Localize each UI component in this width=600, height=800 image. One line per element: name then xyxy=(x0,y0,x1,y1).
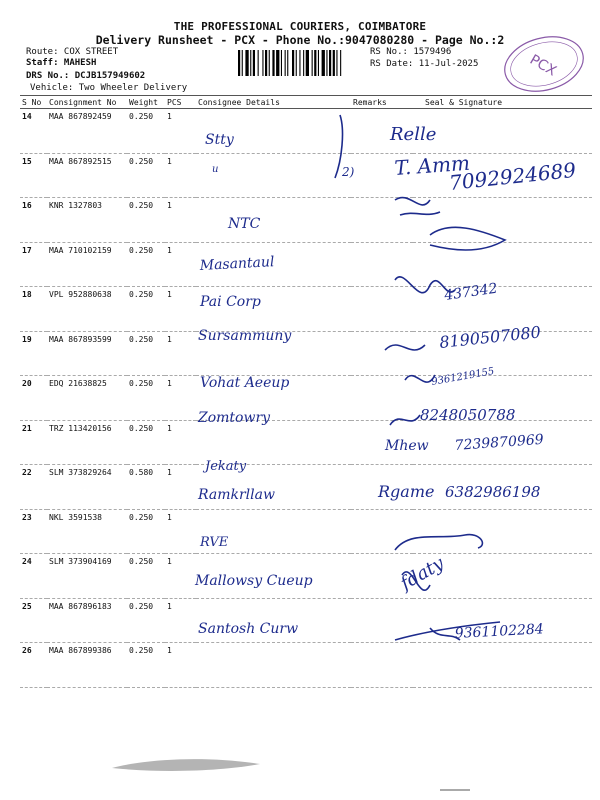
consignment-cell: MAA 710102159 xyxy=(47,242,127,287)
phone-handwriting: 8248050788 xyxy=(420,406,516,424)
barcode-bar-0 xyxy=(238,50,240,76)
sno-cell: 21 xyxy=(20,420,47,465)
signature-handwriting: fdaty xyxy=(397,552,448,595)
consignment-cell: VPL 952880638 xyxy=(47,287,127,332)
consignee-cell xyxy=(196,420,351,465)
signature-cell xyxy=(413,109,592,154)
weight-cell: 0.250 xyxy=(127,109,165,154)
phone-handwriting: 7239870969 xyxy=(454,431,545,454)
barcode-bar-13 xyxy=(287,50,288,76)
col-remarks-header: Remarks xyxy=(351,96,413,109)
consignee-handwriting: Santosh Curw xyxy=(198,621,299,637)
remarks-cell xyxy=(351,420,413,465)
signature-cell xyxy=(413,242,592,287)
barcode-bar-26 xyxy=(336,50,337,76)
remarks-cell xyxy=(351,242,413,287)
pcs-cell: 1 xyxy=(165,109,196,154)
weight-cell: 0.250 xyxy=(127,153,165,198)
barcode-bar-18 xyxy=(306,50,309,76)
table-row xyxy=(20,643,592,688)
table-row xyxy=(20,331,592,376)
barcode-bar-7 xyxy=(265,50,267,76)
signature-cell xyxy=(413,598,592,643)
col-pcs-header: PCS xyxy=(165,96,196,109)
barcode-bar-8 xyxy=(269,50,270,76)
weight-cell: 0.250 xyxy=(127,509,165,554)
consignment-cell: MAA 867896183 xyxy=(47,598,127,643)
sno-cell: 26 xyxy=(20,643,47,688)
runsheet-table xyxy=(20,95,592,688)
barcode-bar-15 xyxy=(296,50,297,76)
remarks-cell xyxy=(351,331,413,376)
sno-cell: 18 xyxy=(20,287,47,332)
consignee-cell xyxy=(196,598,351,643)
signature-cell xyxy=(413,153,592,198)
phone-handwriting: 9361219155 xyxy=(430,366,496,388)
signature-cell xyxy=(413,554,592,599)
phone-handwriting: 8190507080 xyxy=(438,322,542,352)
consignee-cell xyxy=(196,109,351,154)
col-signature-header: Seal & Signature xyxy=(413,96,592,109)
sno-cell: 19 xyxy=(20,331,47,376)
table-row xyxy=(20,509,592,554)
sno-cell: 15 xyxy=(20,153,47,198)
remarks-cell xyxy=(351,376,413,421)
consignment-cell: EDQ 21638825 xyxy=(47,376,127,421)
signature-handwriting: Mhew xyxy=(385,438,429,454)
consignee-handwriting: NTC xyxy=(228,216,261,232)
table-row xyxy=(20,420,592,465)
runsheet-subtitle: Delivery Runsheet - PCX - Phone No.:9047080280 - Page No.:2 xyxy=(95,33,505,47)
pcs-cell: 1 xyxy=(165,643,196,688)
barcode-bar-22 xyxy=(322,50,325,76)
pcs-cell: 1 xyxy=(165,331,196,376)
consignee-handwriting: Sursammuny xyxy=(198,328,292,344)
phone-handwriting: 437342 xyxy=(443,280,499,304)
pcs-cell: 1 xyxy=(165,153,196,198)
consignee-handwriting: Jekaty xyxy=(205,459,247,474)
consignee-cell xyxy=(196,509,351,554)
phone-handwriting: 6382986198 xyxy=(445,483,541,501)
col-sno-header: S No xyxy=(20,96,47,109)
sno-cell: 14 xyxy=(20,109,47,154)
sno-cell: 16 xyxy=(20,198,47,243)
consignment-cell: MAA 867893599 xyxy=(47,331,127,376)
consignee-cell xyxy=(196,376,351,421)
route-label: Route: COX STREET xyxy=(26,47,119,57)
weight-cell: 0.250 xyxy=(127,598,165,643)
barcode-bar-25 xyxy=(333,50,335,76)
weight-cell: 0.250 xyxy=(127,554,165,599)
consignee-handwriting: Pai Corp xyxy=(200,294,261,310)
stamp-text: PCX xyxy=(526,51,559,80)
pcs-cell: 1 xyxy=(165,598,196,643)
table-header-row xyxy=(20,96,592,109)
table-row xyxy=(20,376,592,421)
consignee-handwriting: RVE xyxy=(200,535,229,550)
barcode-bar-6 xyxy=(262,50,263,76)
consignment-cell: TRZ 113420156 xyxy=(47,420,127,465)
consignee-cell xyxy=(196,242,351,287)
phone-handwriting: 7092924689 xyxy=(448,157,578,195)
consignee-handwriting: Stty xyxy=(205,132,234,148)
pcs-cell: 1 xyxy=(165,198,196,243)
remarks-cell xyxy=(351,465,413,510)
table-row xyxy=(20,242,592,287)
table-row xyxy=(20,554,592,599)
pcs-cell: 1 xyxy=(165,287,196,332)
pcx-stamp xyxy=(500,34,590,94)
signature-handwriting: Relle xyxy=(390,124,437,145)
drs-number: DRS No.: DCJB157949602 xyxy=(26,71,146,81)
remarks-cell xyxy=(351,598,413,643)
sno-cell: 22 xyxy=(20,465,47,510)
consignee-handwriting: Masantaul xyxy=(199,254,275,274)
consignee-handwriting: u xyxy=(212,164,219,175)
weight-cell: 0.250 xyxy=(127,331,165,376)
remarks-cell xyxy=(351,109,413,154)
consignment-cell: MAA 867892459 xyxy=(47,109,127,154)
signature-cell xyxy=(413,465,592,510)
barcode-bar-5 xyxy=(258,50,259,76)
col-consignment-header: Consignment No xyxy=(47,96,127,109)
signature-cell xyxy=(413,376,592,421)
pcs-cell: 1 xyxy=(165,465,196,510)
table-row xyxy=(20,198,592,243)
barcode-bar-23 xyxy=(326,50,327,76)
barcode-bar-19 xyxy=(312,50,313,76)
remarks-cell xyxy=(351,509,413,554)
ink-smudge xyxy=(112,759,260,771)
sno-cell: 17 xyxy=(20,242,47,287)
remarks-mark: 2) xyxy=(342,165,355,179)
table-row xyxy=(20,109,592,154)
weight-cell: 0.250 xyxy=(127,242,165,287)
weight-cell: 0.250 xyxy=(127,643,165,688)
barcode-bar-4 xyxy=(253,50,255,76)
remarks-cell xyxy=(351,153,413,198)
consignee-cell xyxy=(196,198,351,243)
table-row xyxy=(20,287,592,332)
sno-cell: 23 xyxy=(20,509,47,554)
signature-cell xyxy=(413,643,592,688)
pcs-cell: 1 xyxy=(165,554,196,599)
consignment-cell: KNR 1327803 xyxy=(47,198,127,243)
consignment-cell: NKL 3591538 xyxy=(47,509,127,554)
barcode-bar-11 xyxy=(281,50,282,76)
remarks-cell xyxy=(351,198,413,243)
staff-label: Staff: MAHESH xyxy=(26,58,97,68)
signature-cell xyxy=(413,287,592,332)
weight-cell: 0.250 xyxy=(127,287,165,332)
signature-handwriting: T. Amm xyxy=(393,150,471,180)
weight-cell: 0.250 xyxy=(127,198,165,243)
pcs-cell: 1 xyxy=(165,509,196,554)
signature-cell xyxy=(413,420,592,465)
weight-cell: 0.580 xyxy=(127,465,165,510)
barcode-bar-9 xyxy=(272,50,274,76)
signature-cell xyxy=(413,198,592,243)
consignee-handwriting: Vohat Aeeup xyxy=(200,375,290,391)
consignee-cell xyxy=(196,465,351,510)
barcode-bar-16 xyxy=(299,50,300,76)
signature-cell xyxy=(413,331,592,376)
consignee-cell xyxy=(196,643,351,688)
remarks-cell xyxy=(351,554,413,599)
consignee-handwriting: Zomtowry xyxy=(198,410,271,426)
barcode-bar-17 xyxy=(303,50,304,76)
sno-cell: 24 xyxy=(20,554,47,599)
sno-cell: 20 xyxy=(20,376,47,421)
barcode-bar-12 xyxy=(285,50,286,76)
barcode-bar-2 xyxy=(245,50,248,76)
consignee-handwriting: Mallowsy Cueup xyxy=(195,573,313,589)
barcode-bar-10 xyxy=(276,50,279,76)
consignee-cell xyxy=(196,153,351,198)
col-weight-header: Weight xyxy=(127,96,165,109)
consignee-handwriting: Ramkrllaw xyxy=(198,487,275,503)
sno-cell: 25 xyxy=(20,598,47,643)
barcode-bar-20 xyxy=(314,50,316,76)
barcode-bar-27 xyxy=(340,50,341,76)
barcode-bar-14 xyxy=(292,50,294,76)
consignment-cell: SLM 373829264 xyxy=(47,465,127,510)
consignee-cell xyxy=(196,331,351,376)
consignee-cell xyxy=(196,287,351,332)
consignment-cell: MAA 867892515 xyxy=(47,153,127,198)
barcode-bar-1 xyxy=(242,50,243,76)
table-row xyxy=(20,598,592,643)
table-row xyxy=(20,153,592,198)
consignment-cell: MAA 867899386 xyxy=(47,643,127,688)
rs-date: RS Date: 11-Jul-2025 xyxy=(370,59,479,69)
barcode-bar-21 xyxy=(318,50,319,76)
company-title: THE PROFESSIONAL COURIERS, COIMBATORE xyxy=(173,20,427,33)
signature-cell xyxy=(413,509,592,554)
weight-cell: 0.250 xyxy=(127,420,165,465)
barcode-bar-3 xyxy=(250,50,251,76)
vehicle-label: Vehicle: Two Wheeler Delivery xyxy=(30,83,188,93)
consignee-cell xyxy=(196,554,351,599)
table-row xyxy=(20,465,592,510)
consignment-cell: SLM 373904169 xyxy=(47,554,127,599)
pcs-cell: 1 xyxy=(165,376,196,421)
col-consignee-header: Consignee Details xyxy=(196,96,351,109)
phone-handwriting: 9361102284 xyxy=(454,621,545,642)
barcode-bar-24 xyxy=(329,50,331,76)
pcs-cell: 1 xyxy=(165,242,196,287)
remarks-cell xyxy=(351,643,413,688)
rs-number: RS No.: 1579496 xyxy=(370,47,452,57)
weight-cell: 0.250 xyxy=(127,376,165,421)
signature-handwriting: Rgame xyxy=(378,482,435,501)
remarks-cell xyxy=(351,287,413,332)
pcs-cell: 1 xyxy=(165,420,196,465)
barcode-image xyxy=(238,50,364,76)
